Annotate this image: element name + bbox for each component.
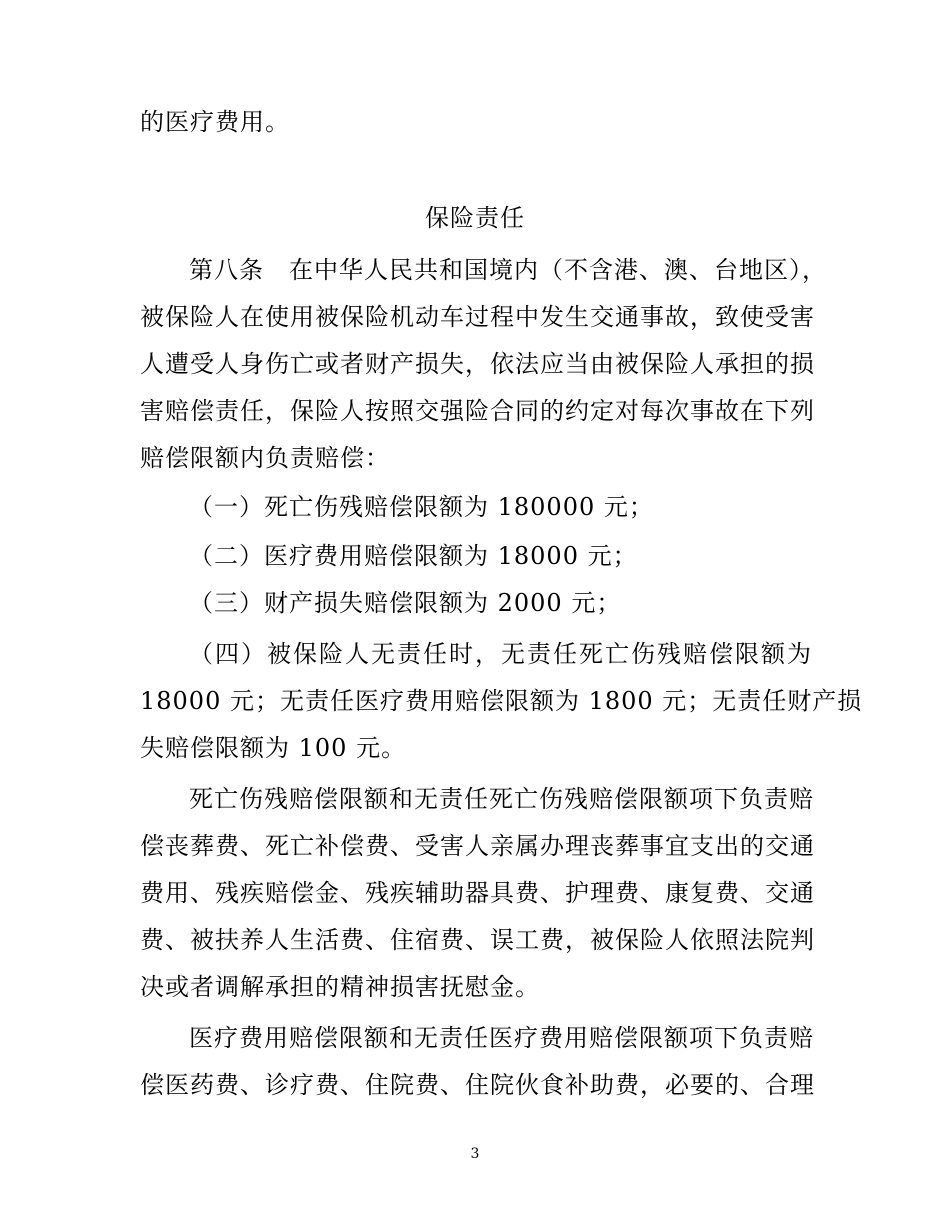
limit-item-3: （三）财产损失赔偿限额为 2000 元； — [189, 589, 622, 617]
death-limit-para-line-2: 偿丧葬费、死亡补偿费、受害人亲属办理丧葬事宜支出的交通 — [140, 832, 815, 860]
limit-item-4-line-3: 失赔偿限额为 100 元。 — [140, 734, 407, 762]
limit-item-2: （二）医疗费用赔偿限额为 18000 元； — [189, 542, 638, 570]
article-8-line-4: 害赔偿责任，保险人按照交强险合同的约定对每次事故在下列 — [140, 397, 815, 425]
page-number: 3 — [470, 1146, 480, 1162]
limit-item-4-line-2: 18000 元；无责任医疗费用赔偿限额为 1800 元；无责任财产损 — [140, 687, 863, 715]
article-8-line-2: 被保险人在使用被保险机动车过程中发生交通事故，致使受害 — [140, 303, 815, 331]
article-8-line-5: 赔偿限额内负责赔偿： — [140, 444, 390, 472]
article-8-line-1: 第八条 在中华人民共和国境内（不含港、澳、台地区）， — [189, 256, 827, 284]
medical-limit-para-line-2: 偿医药费、诊疗费、住院费、住院伙食补助费，必要的、合理 — [140, 1071, 815, 1099]
death-limit-para-line-4: 费、被扶养人生活费、住宿费、误工费，被保险人依照法院判 — [140, 926, 815, 954]
death-limit-para-line-3: 费用、残疾赔偿金、残疾辅助器具费、护理费、康复费、交通 — [140, 879, 815, 907]
death-limit-para-line-5: 决或者调解承担的精神损害抚慰金。 — [140, 973, 540, 1001]
text-line-continuation: 的医疗费用。 — [140, 108, 290, 136]
limit-item-4-line-1: （四）被保险人无责任时，无责任死亡伤残赔偿限额为 — [189, 640, 812, 668]
article-8-line-3: 人遭受人身伤亡或者财产损失，依法应当由被保险人承担的损 — [140, 350, 815, 378]
section-heading: 保险责任 — [425, 204, 525, 232]
medical-limit-para-line-1: 医疗费用赔偿限额和无责任医疗费用赔偿限额项下负责赔 — [189, 1024, 814, 1052]
limit-item-1: （一）死亡伤残赔偿限额为 180000 元； — [189, 493, 654, 521]
death-limit-para-line-1: 死亡伤残赔偿限额和无责任死亡伤残赔偿限额项下负责赔 — [189, 785, 814, 813]
